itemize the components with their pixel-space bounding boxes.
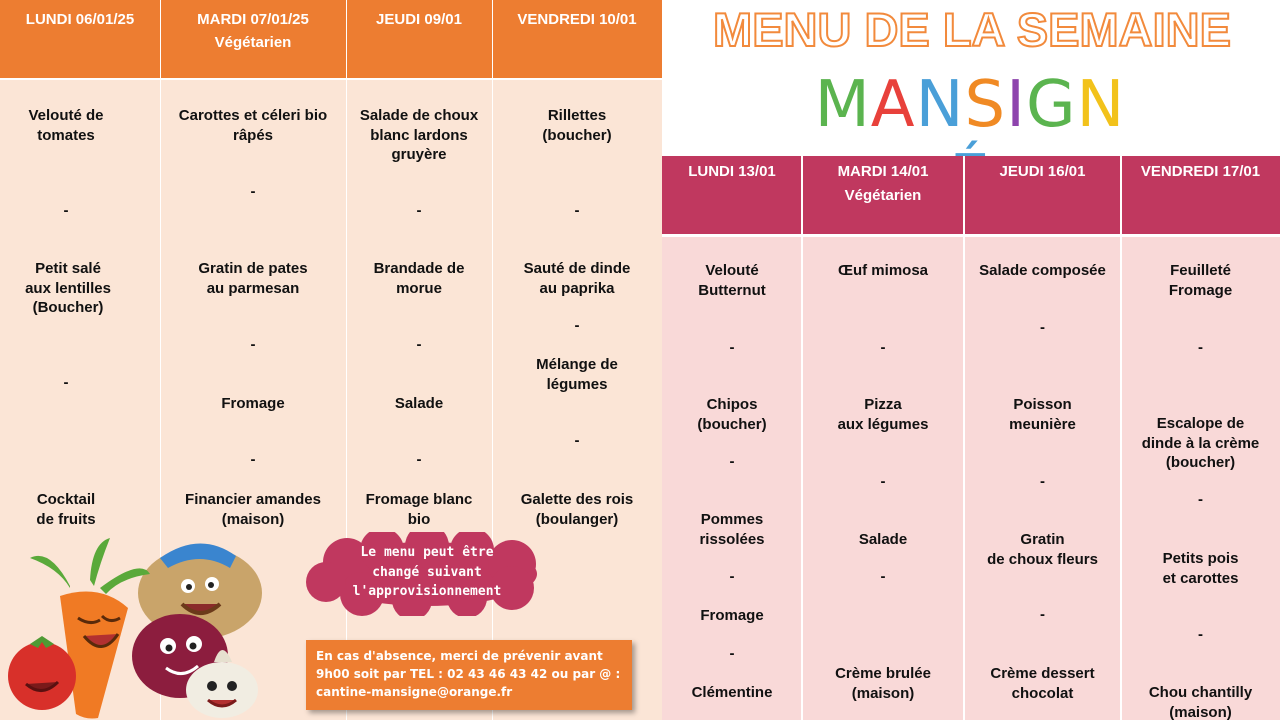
- menu-item: Salade de choux blanc lardons gruyère: [359, 107, 479, 163]
- notice-line: l'approvisionnement: [352, 584, 502, 599]
- menu-item: Escalope de dinde à la crème (boucher): [1141, 415, 1260, 471]
- day-label: MARDI 14/01: [837, 163, 929, 180]
- menu-item: Œuf mimosa: [837, 262, 928, 279]
- contact-email: cantine-mansigne@orange.fr: [316, 685, 513, 699]
- menu-item: Velouté de tomates: [28, 107, 104, 144]
- separator-dash: -: [63, 374, 69, 391]
- vegetarian-label: Végétarien: [844, 187, 922, 204]
- separator-dash: -: [880, 568, 886, 585]
- column-divider: [801, 156, 803, 720]
- separator-dash: -: [574, 317, 580, 334]
- separator-dash: -: [729, 568, 735, 585]
- separator-dash: -: [250, 183, 256, 200]
- day-label: LUNDI 06/01/25: [25, 11, 135, 28]
- separator-dash: -: [250, 336, 256, 353]
- separator-dash: -: [1198, 339, 1203, 356]
- column-divider: [963, 156, 965, 720]
- separator-dash: -: [880, 473, 886, 490]
- tomato-shape: [8, 642, 76, 710]
- week2-menu-table: [662, 156, 1280, 720]
- menu-item: Petit salé aux lentilles (Boucher): [25, 260, 111, 316]
- page-title: MENU DE LA SEMAINE: [713, 3, 1231, 56]
- separator-dash: -: [416, 336, 422, 353]
- week2-header-tuesday: [802, 156, 964, 234]
- separator-dash: -: [1040, 319, 1045, 336]
- separator-dash: -: [574, 432, 580, 449]
- day-label: LUNDI 13/01: [688, 163, 776, 180]
- day-label: MARDI 07/01/25: [197, 11, 309, 28]
- separator-dash: -: [1040, 473, 1045, 490]
- menu-item: Fromage blanc bio: [365, 491, 473, 528]
- menu-item: Pommes rissolées: [699, 511, 765, 548]
- menu-item: Poisson meunière: [1009, 396, 1076, 433]
- carrot-shape: [60, 592, 128, 719]
- menu-item: Fromage: [700, 607, 764, 624]
- menu-item: Gratin de choux fleurs: [987, 531, 1098, 568]
- week1-header-friday: [492, 0, 662, 78]
- menu-item: Gratin de pates au parmesan: [198, 260, 308, 297]
- week2-header-monday: [662, 156, 802, 234]
- day-label: JEUDI 16/01: [999, 163, 1086, 180]
- menu-item: Brandade de morue: [373, 260, 465, 297]
- separator-dash: -: [880, 339, 886, 356]
- header-divider: [0, 78, 662, 80]
- menu-item: Pizza aux légumes: [837, 396, 929, 433]
- menu-item: Chipos (boucher): [697, 396, 767, 433]
- town-letter: N: [915, 68, 965, 142]
- week2-header-thursday: [964, 156, 1121, 234]
- menu-item: Petits pois et carottes: [1162, 550, 1239, 587]
- menu-item: Velouté Butternut: [698, 262, 766, 299]
- menu-change-notice: [322, 543, 532, 602]
- menu-item: Crème dessert chocolat: [990, 665, 1095, 702]
- separator-dash: -: [1040, 606, 1045, 623]
- menu-item: Salade: [394, 395, 444, 412]
- notice-line: Le menu peut être: [360, 545, 494, 560]
- menu-item: Crème brulée (maison): [835, 665, 931, 702]
- menu-item: Chou chantilly (maison): [1148, 684, 1253, 721]
- vegetables-illustration: [0, 538, 300, 720]
- day-label: VENDREDI 10/01: [517, 11, 637, 28]
- menu-item: Fromage: [221, 395, 285, 412]
- town-letter: M: [814, 68, 871, 142]
- town-letter: S: [964, 68, 1007, 142]
- separator-dash: -: [250, 451, 256, 468]
- header-divider: [662, 234, 1280, 237]
- week1-header-tuesday: [160, 0, 346, 78]
- week1-header-monday: [0, 0, 160, 78]
- week1-header-thursday: [346, 0, 492, 78]
- menu-item: Mélange de légumes: [536, 356, 618, 393]
- menu-item: Feuilleté Fromage: [1168, 262, 1233, 299]
- separator-dash: -: [729, 453, 735, 470]
- menu-item: Cocktail de fruits: [36, 491, 96, 528]
- town-letter: A: [870, 68, 916, 142]
- menu-item: Salade composée: [979, 262, 1106, 279]
- separator-dash: -: [416, 202, 422, 219]
- note-line: 9h00 soit par TEL : 02 43 46 43 42 ou par @ :: [316, 667, 621, 681]
- town-letter: N: [1076, 68, 1126, 142]
- menu-item: Carottes et céleri bio râpés: [178, 107, 328, 144]
- menu-item: Galette des rois (boulanger): [520, 491, 634, 528]
- garlic-shape: [186, 662, 258, 718]
- carrot-leaves-shape: [30, 538, 150, 594]
- day-label: JEUDI 09/01: [376, 11, 462, 28]
- week2-header-friday: [1121, 156, 1280, 234]
- note-line: En cas d'absence, merci de prévenir avant: [316, 649, 603, 663]
- separator-dash: -: [729, 645, 735, 662]
- menu-item: Financier amandes (maison): [185, 491, 321, 528]
- menu-item: Sauté de dinde au paprika: [523, 260, 631, 297]
- separator-dash: -: [63, 202, 69, 219]
- separator-dash: -: [1198, 491, 1203, 508]
- vegetarian-label: Végétarien: [214, 34, 292, 51]
- day-label: VENDREDI 17/01: [1140, 163, 1261, 180]
- separator-dash: -: [1198, 626, 1203, 643]
- menu-item: Salade: [858, 531, 908, 548]
- absence-contact-note: [306, 640, 632, 710]
- notice-line: changé suivant: [372, 564, 482, 580]
- separator-dash: -: [416, 451, 422, 468]
- menu-item: Clémentine: [691, 684, 773, 701]
- town-letter: I: [1006, 68, 1026, 142]
- separator-dash: -: [574, 202, 580, 219]
- separator-dash: -: [729, 339, 735, 356]
- town-letter: G: [1025, 68, 1077, 142]
- menu-item: Rillettes (boucher): [542, 107, 612, 144]
